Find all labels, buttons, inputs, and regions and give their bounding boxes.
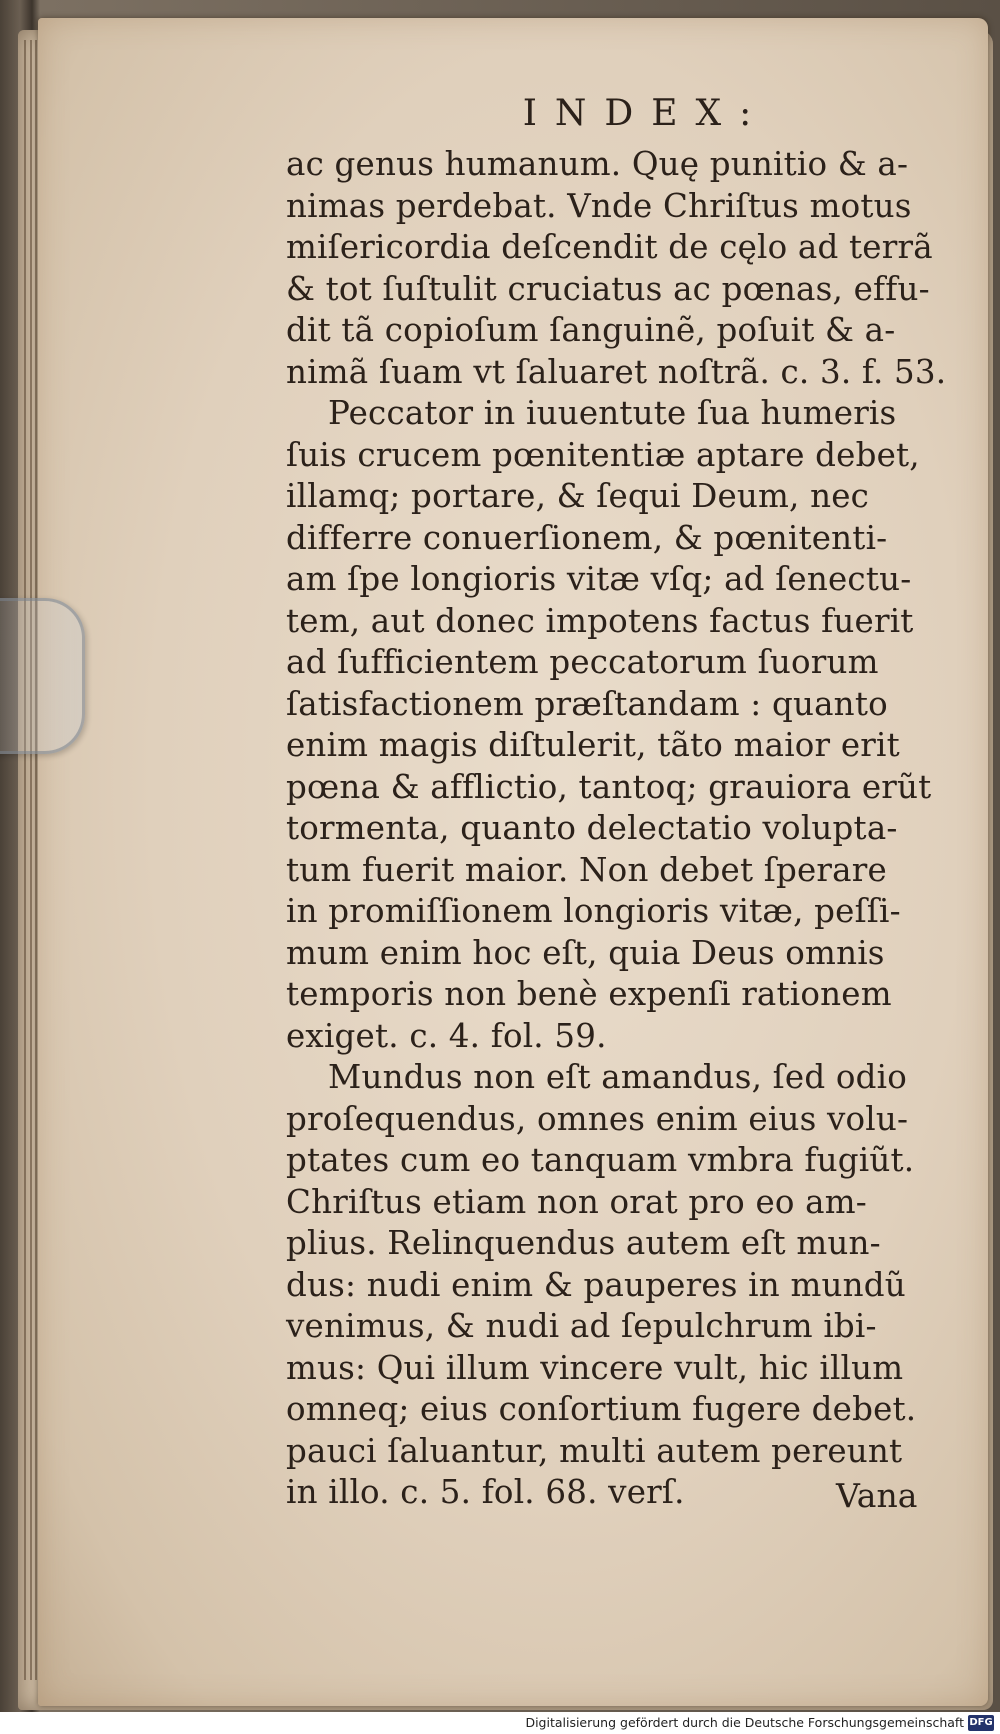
page-clip [0, 598, 85, 754]
text-line: ſuis crucem pœnitentiæ aptare debet, [286, 435, 920, 474]
dfg-logo: DFG [968, 1715, 994, 1731]
text-line: dus: nudi enim & pauperes in mundũ [286, 1265, 906, 1304]
page-edge [35, 40, 37, 1680]
text-line: ptates cum eo tanquam vmbra fugiũt. [286, 1141, 915, 1179]
catchword: Vana [836, 1476, 918, 1515]
text-line: dit tã copioſum ſanguinẽ, poſuit & a- [286, 311, 896, 349]
text-line: tormenta, quanto delectatio volupta- [286, 809, 898, 847]
text-line: temporis non benè expenſi rationem [286, 975, 892, 1013]
text-line: am ſpe longioris vitæ vſq; ad ſenectu- [286, 560, 912, 598]
text-line: ſatisfactionem præſtandam : quanto [286, 684, 888, 723]
text-line: pœna & afflictio, tantoq; grauiora erũt [286, 767, 932, 806]
text-line: ac genus humanum. Quę punitio & a- [286, 145, 909, 183]
text-line: tum fuerit maior. Non debet ſperare [286, 850, 887, 889]
digitization-footer [0, 1712, 1000, 1734]
text-line: mum enim hoc eſt, quia Deus omnis [286, 933, 885, 972]
text-line: in illo. c. 5. fol. 68. verſ. [286, 1473, 685, 1511]
text-line: nimã ſuam vt ſaluaret noſtrã. c. 3. f. 53. [286, 352, 947, 391]
page-text-block [286, 90, 946, 1514]
text-line: nimas perdebat. Vnde Chriſtus motus [286, 186, 912, 225]
text-line: enim magis diſtulerit, tãto maior erit [286, 726, 900, 764]
text-line: tem, aut donec impotens factus fuerit [286, 601, 914, 640]
page-edge [24, 40, 26, 1680]
text-line: ad ſufficientem peccatorum ſuorum [286, 643, 879, 681]
page-edge [30, 40, 32, 1680]
text-line: in promiſſionem longioris vitæ, peſſi- [286, 892, 901, 930]
text-line: Peccator in iuuentute ſua humeris [328, 394, 897, 432]
text-line: proſequendus, omnes enim eius volu- [286, 1099, 909, 1138]
page-header: INDEX: [522, 93, 770, 134]
text-line: miſericordia deſcendit de cęlo ad terrã [286, 228, 933, 266]
text-line: pauci ſaluantur, multi autem pereunt [286, 1431, 903, 1470]
funding-notice: Digitalisierung gefördert durch die Deutsche Forschungsgemeinschaft [525, 1715, 964, 1730]
text-line: plius. Relinquendus autem eſt mun- [286, 1224, 881, 1262]
text-line: illamq; portare, & ſequi Deum, nec [286, 477, 870, 515]
text-line: venimus, & nudi ad ſepulchrum ibi- [286, 1307, 877, 1345]
text-line: differre conuerſionem, & pœnitenti- [286, 518, 888, 557]
text-line: & tot ſuſtulit cruciatus ac pœnas, effu- [286, 269, 930, 308]
text-line: omneq; eius conſortium fugere debet. [286, 1390, 917, 1428]
text-line: Mundus non eſt amandus, ſed odio [328, 1058, 908, 1096]
text-line: Chriſtus etiam non orat pro eo am- [286, 1182, 867, 1221]
text-line: mus: Qui illum vincere vult, hic illum [286, 1348, 904, 1387]
text-line: exiget. c. 4. fol. 59. [286, 1016, 607, 1055]
